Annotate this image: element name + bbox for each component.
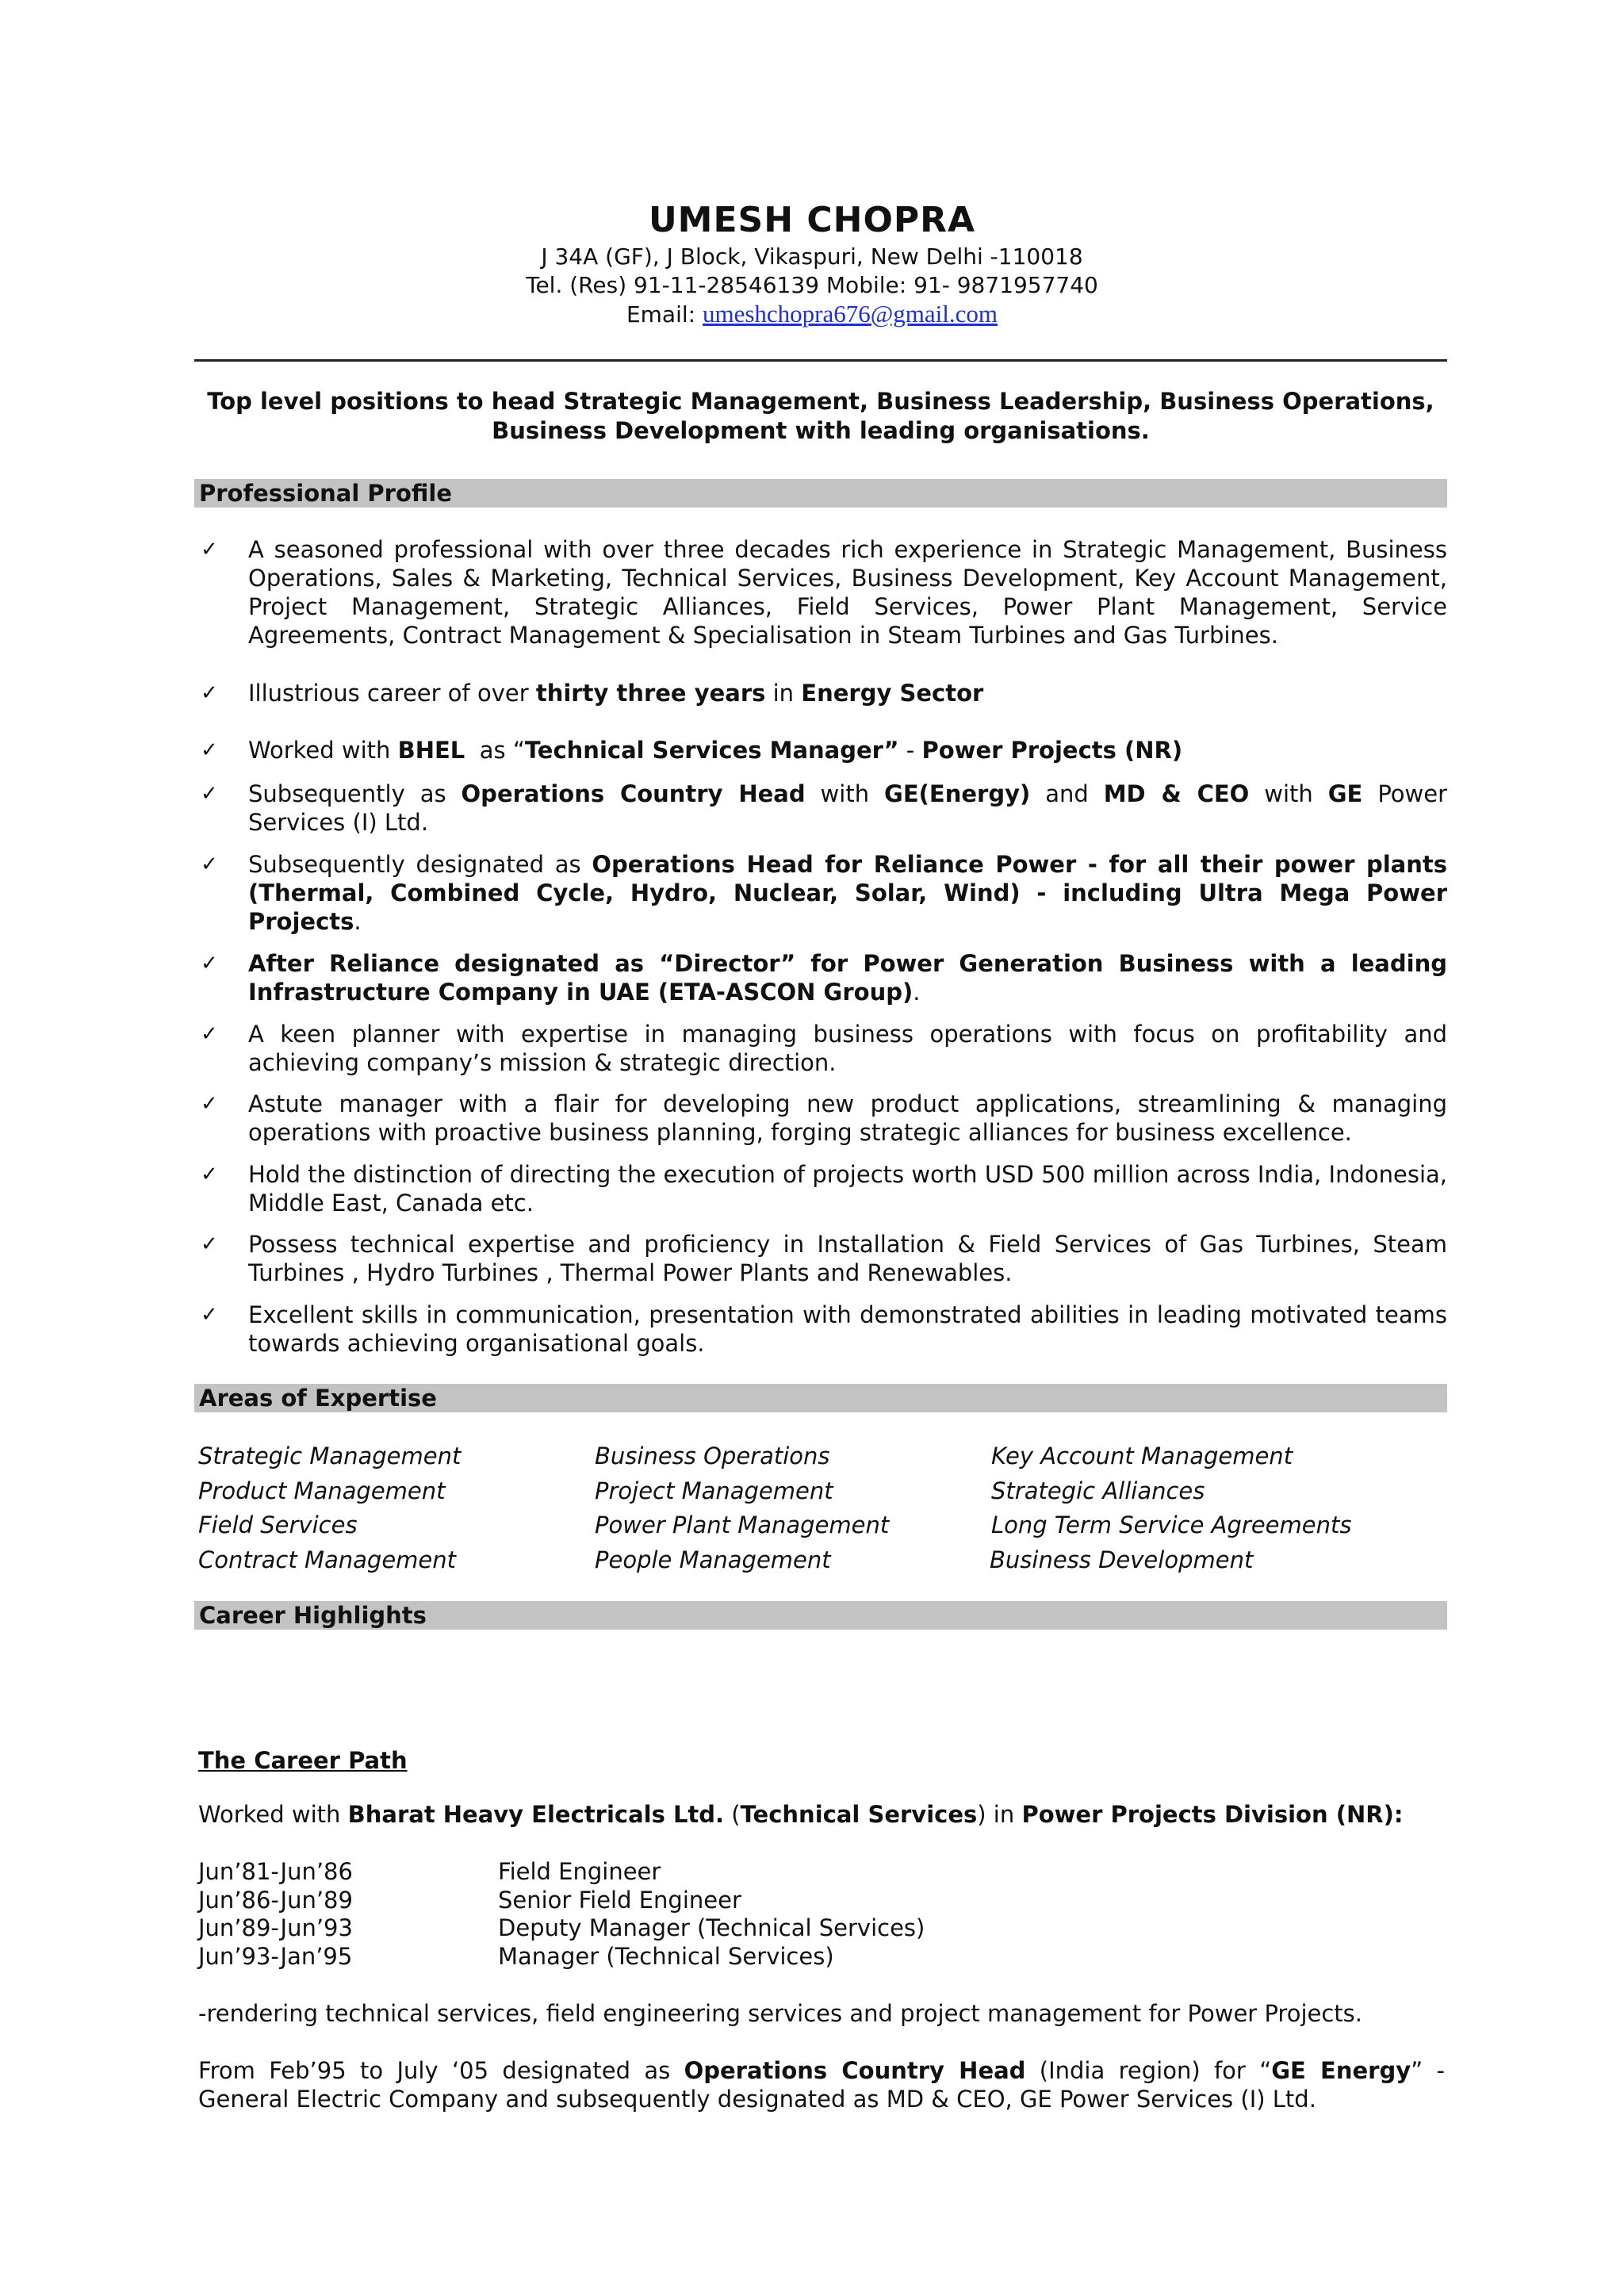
profile-bullet-7: A keen planner with expertise in managing business operations with focus on profitability and achieving company’s mission & strategic direction.	[248, 1021, 1447, 1076]
expertise-item: Product Management	[198, 1477, 446, 1504]
expertise-item: Field Services	[198, 1511, 358, 1538]
expertise-item: Long Term Service Agreements	[991, 1511, 1352, 1538]
phone-line: Tel. (Res) 91-11-28546139 Mobile: 91- 9871957740	[526, 272, 1098, 298]
job-role: Field Engineer	[498, 1858, 661, 1885]
address-line: J 34A (GF), J Block, Vikaspuri, New Delhi -110018	[541, 243, 1083, 270]
expertise-item: People Management	[595, 1546, 831, 1573]
check-icon: ✓	[201, 1232, 218, 1256]
check-icon: ✓	[201, 538, 218, 561]
profile-bullet-3: Worked with BHEL as “Technical Services Manager” - Power Projects (NR)	[248, 737, 1183, 764]
bhel-intro: Worked with Bharat Heavy Electricals Ltd. (Technical Services) in Power Projects Division (NR):	[198, 1801, 1404, 1828]
check-icon: ✓	[201, 1163, 218, 1186]
objective-line-2: Business Development with leading organisations.	[492, 417, 1150, 444]
section-career-highlights: Career Highlights	[194, 1601, 1447, 1630]
email-line	[0, 300, 1624, 329]
job-period: Jun’89-Jun’93	[198, 1914, 353, 1941]
check-icon: ✓	[201, 1092, 218, 1116]
expertise-item: Power Plant Management	[595, 1511, 890, 1538]
job-period: Jun’81-Jun’86	[198, 1858, 353, 1885]
ge-paragraph: From Feb’95 to July ‘05 designated as Operations Country Head (India region) for “GE Energy” - General Electric Company and subsequently designated as MD & CEO, GE Power Services (I) Ltd.	[198, 2057, 1445, 2113]
bhel-rendering-note: -rendering technical services, field engineering services and project management for Power Projects.	[198, 2000, 1362, 2027]
check-icon: ✓	[201, 782, 218, 806]
job-role: Deputy Manager (Technical Services)	[498, 1914, 925, 1941]
profile-bullet-4: Subsequently as Operations Country Head with GE(Energy) and MD & CEO with GE Power Services (I) Ltd.	[248, 780, 1448, 836]
job-role: Senior Field Engineer	[498, 1887, 741, 1914]
check-icon: ✓	[201, 952, 218, 975]
expertise-item: Contract Management	[198, 1546, 457, 1573]
profile-bullet-6: After Reliance designated as “Director” for Power Generation Business with a leading Infrastructure Company in UAE (ETA-ASCON Group).	[248, 950, 1447, 1006]
expertise-item: Strategic Alliances	[991, 1477, 1205, 1504]
career-path-title: The Career Path	[198, 1747, 408, 1774]
job-period: Jun’93-Jan’95	[198, 1943, 353, 1970]
profile-bullet-1: A seasoned professional with over three decades rich experience in Strategic Management, Business Operations, Sales & Marketing, Technical Services, Business Development, Key Account Management, Project Management, Strategic Alliances, Field Services, Power Plant Management, Service Agreements, Contract Management & Specialisation in Steam Turbines and Gas Turbines.	[248, 536, 1447, 649]
objective-line-1: Top level positions to head Strategic Management, Business Leadership, Business Operations,	[207, 388, 1434, 415]
check-icon: ✓	[201, 738, 218, 762]
job-role: Manager (Technical Services)	[498, 1943, 834, 1970]
job-row	[198, 1886, 741, 1914]
check-icon: ✓	[201, 1303, 218, 1327]
job-row	[198, 1914, 925, 1942]
check-icon: ✓	[201, 852, 218, 876]
profile-bullet-10: Possess technical expertise and proficiency in Installation & Field Services of Gas Turbines, Steam Turbines , Hydro Turbines , Thermal Power Plants and Renewables.	[248, 1231, 1447, 1286]
header-divider	[194, 359, 1447, 362]
email-label: Email:	[626, 301, 703, 328]
job-period: Jun’86-Jun’89	[198, 1887, 353, 1914]
section-professional-profile: Professional Profile	[194, 479, 1447, 508]
job-row	[198, 1942, 834, 1971]
check-icon: ✓	[201, 681, 218, 705]
profile-bullet-2: Illustrious career of over thirty three years in Energy Sector	[248, 680, 984, 707]
objective	[194, 387, 1447, 446]
check-icon: ✓	[201, 1022, 218, 1046]
expertise-item: Strategic Management	[198, 1443, 462, 1469]
profile-bullet-9: Hold the distinction of directing the execution of projects worth USD 500 million across India, Indonesia, Middle East, Canada etc.	[248, 1161, 1447, 1216]
expertise-item: Business Development	[990, 1546, 1254, 1573]
profile-bullet-11: Excellent skills in communication, presentation with demonstrated abilities in leading motivated teams towards achieving organisational goals.	[248, 1301, 1447, 1357]
profile-bullet-5: Subsequently designated as Operations Head for Reliance Power - for all their power plants (Thermal, Combined Cycle, Hydro, Nuclear, Solar, Wind) - including Ultra Mega Power Projects.	[248, 851, 1447, 935]
expertise-item: Key Account Management	[991, 1443, 1293, 1469]
section-areas-of-expertise: Areas of Expertise	[194, 1384, 1447, 1412]
profile-bullet-8: Astute manager with a flair for developing new product applications, streamlining & managing operations with proactive business planning, forging strategic alliances for business excellence.	[248, 1090, 1447, 1146]
expertise-item: Business Operations	[595, 1443, 830, 1469]
job-row	[198, 1857, 661, 1886]
candidate-name: UMESH CHOPRA	[648, 200, 976, 240]
email-link[interactable]: umeshchopra676@gmail.com	[702, 300, 998, 328]
expertise-item: Project Management	[595, 1477, 833, 1504]
